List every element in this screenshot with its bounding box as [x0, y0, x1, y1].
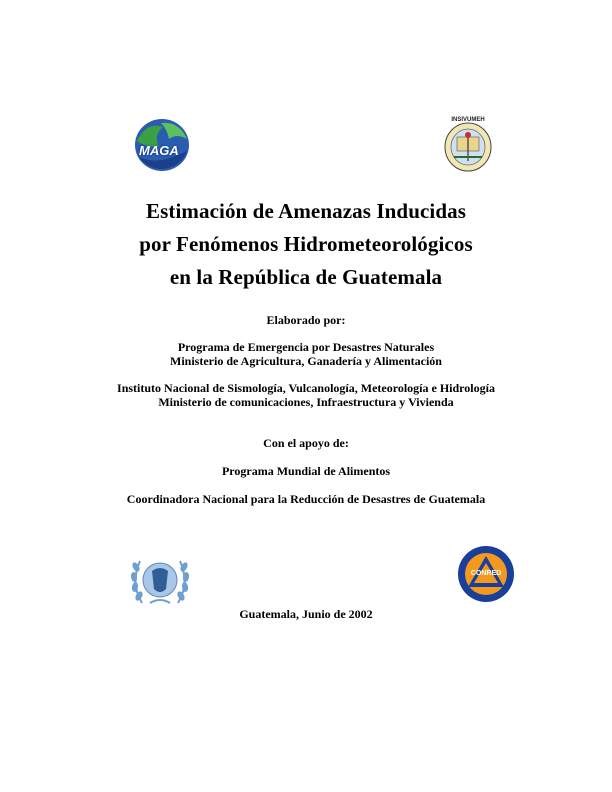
support-org-1: Programa Mundial de Alimentos [221, 464, 391, 478]
org2-line-1: Instituto Nacional de Sismología, Vulcanología, Meteorología e Hidrología [117, 381, 495, 395]
elaborado-label: Elaborado por: [266, 313, 346, 327]
org1-line-1: Programa de Emergencia por Desastres Naturales [177, 340, 435, 354]
support-org-2: Coordinadora Nacional para la Reducción de Desastres de Guatemala [126, 492, 486, 506]
insivumeh-seal [442, 117, 494, 173]
title-line-2: por Fenómenos Hidrometeorológicos [139, 232, 473, 256]
un-wfp-emblem-icon [126, 553, 194, 609]
org2-line-2: Ministerio de comunicaciones, Infraestructura y Vivienda [158, 395, 454, 409]
publication-date: Guatemala, Junio de 2002 [239, 607, 373, 621]
maga-logo-text: MAGA [139, 143, 179, 158]
conred-seal [457, 545, 515, 603]
org1-line-2: Ministerio de Agricultura, Ganadería y Alimentación [170, 354, 442, 368]
maga-logo [133, 117, 191, 173]
un-wfp-emblem [126, 553, 194, 609]
title-line-3: en la República de Guatemala [169, 265, 443, 289]
apoyo-label: Con el apoyo de: [263, 436, 349, 450]
insivumeh-seal-icon [442, 117, 494, 173]
conred-seal-text: CONRED [470, 570, 502, 577]
title-line-1: Estimación de Amenazas Inducidas [146, 199, 466, 223]
insivumeh-seal-text: INSIVUMEH [451, 117, 485, 123]
